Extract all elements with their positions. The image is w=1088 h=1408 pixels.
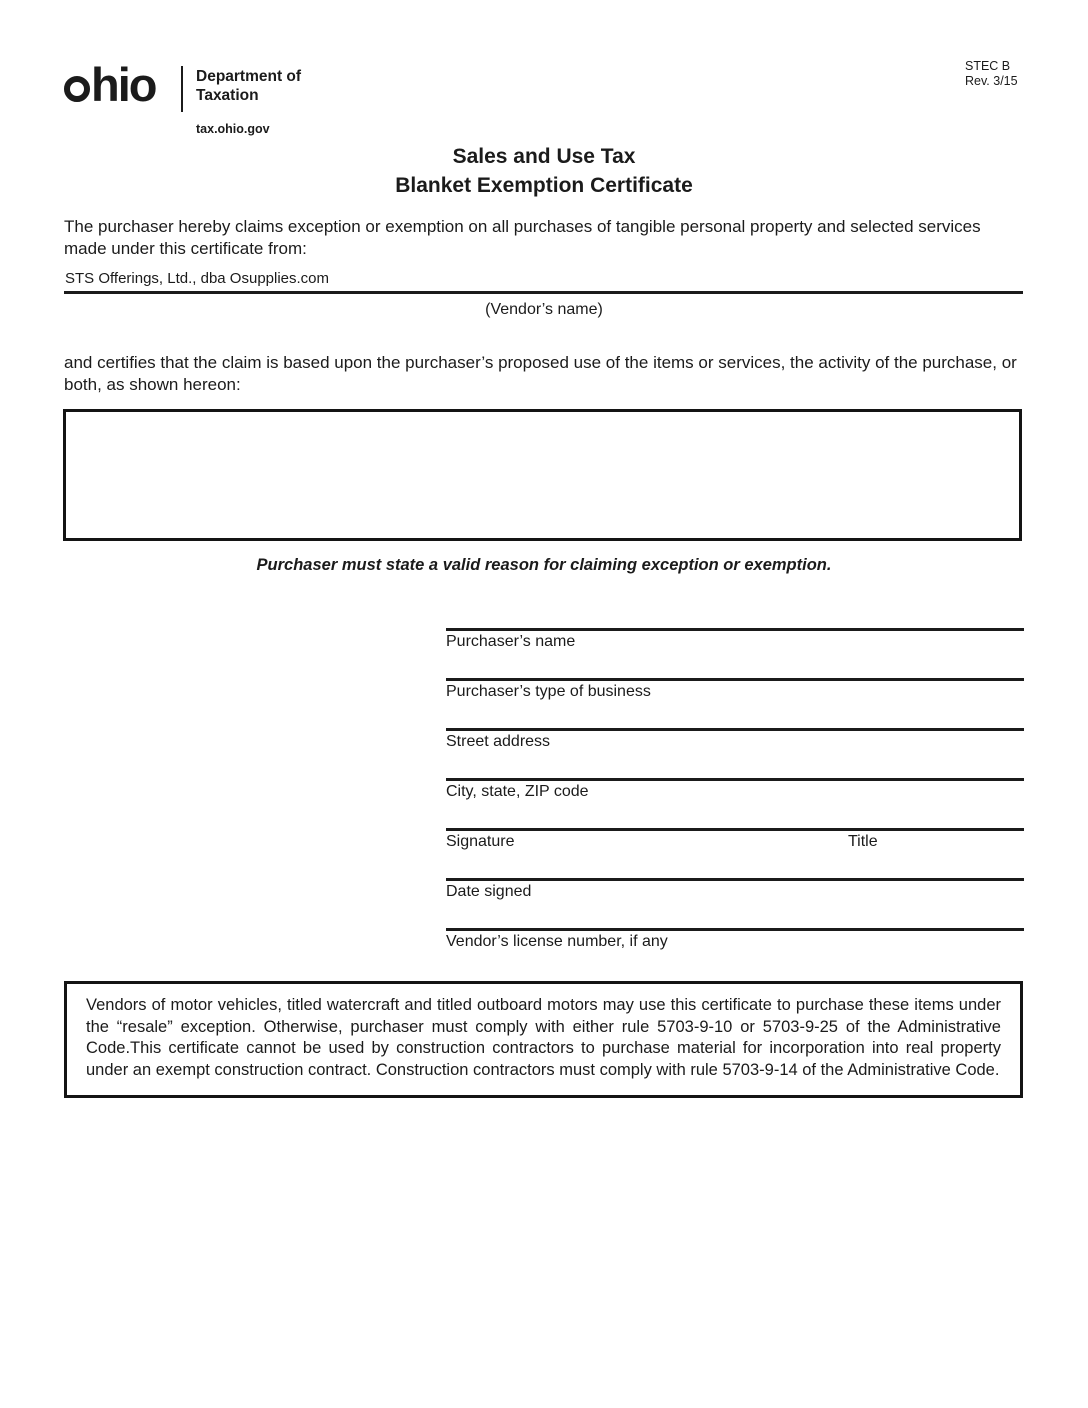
ohio-logo: [64, 58, 156, 111]
certification-paragraph: and certifies that the claim is based upon the purchaser’s proposed use of the items or services, the activity of the purchase, or both, as shown hereon:: [64, 353, 1017, 394]
field-type-of-business-input[interactable]: [446, 653, 1024, 681]
field-signature-input[interactable]: [446, 803, 1024, 831]
department-line2: Taxation: [196, 87, 259, 104]
ohio-logo-o-icon: [64, 76, 90, 102]
field-street-address[interactable]: [446, 703, 1024, 753]
form-revision: Rev. 3/15: [965, 74, 1018, 88]
field-date-signed[interactable]: [446, 853, 1024, 903]
form-title-line1: Sales and Use Tax: [452, 145, 636, 168]
field-vendors-license-number[interactable]: [446, 903, 1024, 953]
field-city-state-zip-input[interactable]: [446, 753, 1024, 781]
exemption-reason-box[interactable]: [63, 409, 1022, 541]
form-code-block: [965, 59, 1018, 89]
field-signature-label: Signature: [446, 833, 515, 850]
form-code: STEC B: [965, 59, 1011, 73]
field-street-address-label: Street address: [446, 733, 551, 750]
purchaser-fields: [446, 603, 1024, 953]
field-vendors-license-number-label: Vendor’s license number, if any: [446, 933, 668, 950]
reason-instruction: Purchaser must state a valid reason for claiming exception or exemption.: [256, 556, 832, 574]
vendor-name-field[interactable]: STS Offerings, Ltd., dba Osupplies.com: [64, 270, 1023, 294]
motor-vehicle-notice: Vendors of motor vehicles, titled watercraft and titled outboard motors may use this certificate to purchase these items under the “resale” exception. Otherwise, purchaser must comply with either rule 5703-9-10 or 5703-9-25 of the Administrative Code.This certificate cannot be used by construction contractors to purchase material for incorporation into real property under an exempt construction contract. Construction contractors must comply with rule 5703-9-14 of the Administrative Code.: [64, 981, 1023, 1098]
form-title-line2: Blanket Exemption Certificate: [395, 174, 693, 197]
ohio-wordmark-suffix: hio: [91, 58, 156, 111]
field-type-of-business[interactable]: [446, 653, 1024, 703]
department-name: [196, 67, 301, 105]
field-vendors-license-number-input[interactable]: [446, 903, 1024, 931]
field-purchasers-name[interactable]: [446, 603, 1024, 653]
department-line1: Department of: [196, 68, 302, 85]
field-city-state-zip-label: City, state, ZIP code: [446, 783, 589, 800]
form-title: [0, 142, 1088, 200]
intro-paragraph: The purchaser hereby claims exception or exemption on all purchases of tangible personal property and selected services made under this certificate from:: [64, 217, 981, 258]
field-purchasers-name-input[interactable]: [446, 603, 1024, 631]
field-date-signed-label: Date signed: [446, 883, 532, 900]
field-date-signed-input[interactable]: [446, 853, 1024, 881]
vendor-name-caption: (Vendor’s name): [485, 301, 603, 318]
field-signature[interactable]: [446, 803, 1024, 853]
field-title-label: Title: [848, 833, 878, 850]
field-signature-label-row: [446, 831, 1024, 850]
tax-website-url: tax.ohio.gov: [196, 122, 270, 136]
field-city-state-zip[interactable]: [446, 753, 1024, 803]
field-type-of-business-label: Purchaser’s type of business: [446, 683, 651, 700]
logo-divider: [181, 66, 183, 112]
field-purchasers-name-label: Purchaser’s name: [446, 633, 576, 650]
field-street-address-input[interactable]: [446, 703, 1024, 731]
